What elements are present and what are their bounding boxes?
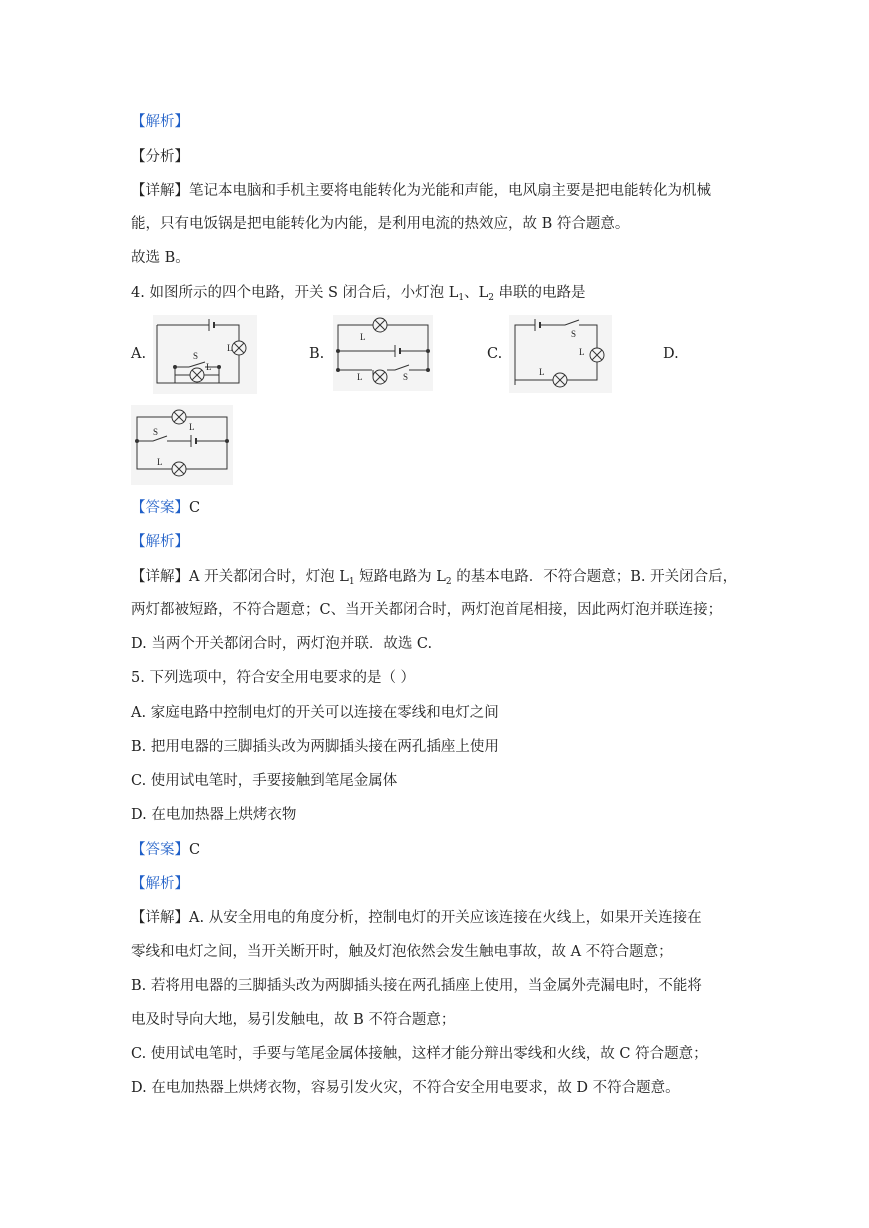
answer-line <box>131 840 200 860</box>
fenxi-heading: 【分析】 <box>131 149 189 165</box>
svg-text:L: L <box>357 372 363 382</box>
svg-text:L: L <box>206 362 212 372</box>
svg-text:S: S <box>403 372 409 382</box>
detail-line: C. 使用试电笔时，手要与笔尾金属体接触，这样才能分辩出零线和火线，故 C 符合题意； <box>131 1046 708 1062</box>
answer-heading: 【答案】 <box>131 500 189 516</box>
detail-line: B. 若将用电器的三脚插头改为两脚插头接在两孔插座上使用，当金属外壳漏电时，不能将 <box>131 978 702 994</box>
detail-line: 【详解】A. 从安全用电的角度分析，控制电灯的开关应该连接在火线上，如果开关连接在 <box>131 910 702 926</box>
svg-text:L: L <box>539 367 545 377</box>
detail-line: 零线和电灯之间，当开关断开时，触及灯泡依然会发生触电事故，故 A 不符合题意； <box>131 944 673 960</box>
answer-line <box>131 498 200 518</box>
option-a: A. 家庭电路中控制电灯的开关可以连接在零线和电灯之间 <box>131 705 499 721</box>
question-5-stem: 5. 下列选项中，符合安全用电要求的是（ ） <box>131 670 416 686</box>
detail-line: 【详解】A 开关都闭合时，灯泡 $L_1$ 短路电路为 $L_2$ 的基本电路．不符合题意；B. 开关闭合后， <box>131 569 738 587</box>
circuit-diagram-c <box>509 315 612 393</box>
detail-line <box>131 181 711 201</box>
circuit-diagram-a <box>153 315 257 394</box>
detail-line: 两灯都被短路，不符合题意；C、当开关都闭合时，两灯泡首尾相接，因此两灯泡并联连接； <box>131 602 723 618</box>
circuit-diagram-d <box>131 405 233 485</box>
question-4-stem: 4. 如图所示的四个电路，开关 S 闭合后，小灯泡 $L_1$、$L_2$ 串联的电路是 <box>131 285 586 303</box>
analysis-heading: 【解析】 <box>131 114 189 130</box>
answer-value: C <box>189 842 201 858</box>
svg-text:L: L <box>579 347 585 357</box>
svg-text:L: L <box>360 332 366 342</box>
detail-line: 电及时导向大地，易引发触电，故 B 不符合题意； <box>131 1012 456 1028</box>
svg-text:L: L <box>157 457 163 467</box>
analysis-heading: 【解析】 <box>131 876 189 892</box>
detail-line: D. 在电加热器上烘烤衣物，容易引发火灾，不符合安全用电要求，故 D 不符合题意。 <box>131 1080 680 1096</box>
option-b-label: B. <box>309 346 325 362</box>
svg-text:L: L <box>227 343 233 353</box>
svg-text:S: S <box>571 329 577 339</box>
switch-label: S <box>193 351 199 361</box>
detail-text: 笔记本电脑和手机主要将电能转化为光能和声能，电风扇主要是把电能转化为机械 <box>189 183 711 199</box>
circuit-diagram-b <box>333 315 433 391</box>
option-c-label: C. <box>487 346 503 362</box>
answer-value: C <box>189 500 201 516</box>
detail-line: 能，只有电饭锅是把电能转化为内能，是利用电流的热效应，故 B 符合题意。 <box>131 216 630 232</box>
option-d-label: D. <box>663 346 679 362</box>
detail-heading: 【详解】 <box>131 183 189 199</box>
svg-text:L: L <box>189 422 195 432</box>
choice-conclusion: 故选 B。 <box>131 250 190 266</box>
svg-text:S: S <box>153 427 159 437</box>
option-d: D. 在电加热器上烘烤衣物 <box>131 807 297 823</box>
answer-heading: 【答案】 <box>131 842 189 858</box>
option-c: C. 使用试电笔时，手要接触到笔尾金属体 <box>131 773 398 789</box>
option-a-label: A. <box>131 346 147 362</box>
detail-line: D. 当两个开关都闭合时，两灯泡并联．故选 C. <box>131 636 433 652</box>
analysis-heading: 【解析】 <box>131 534 189 550</box>
option-b: B. 把用电器的三脚插头改为两脚插头接在两孔插座上使用 <box>131 739 499 755</box>
